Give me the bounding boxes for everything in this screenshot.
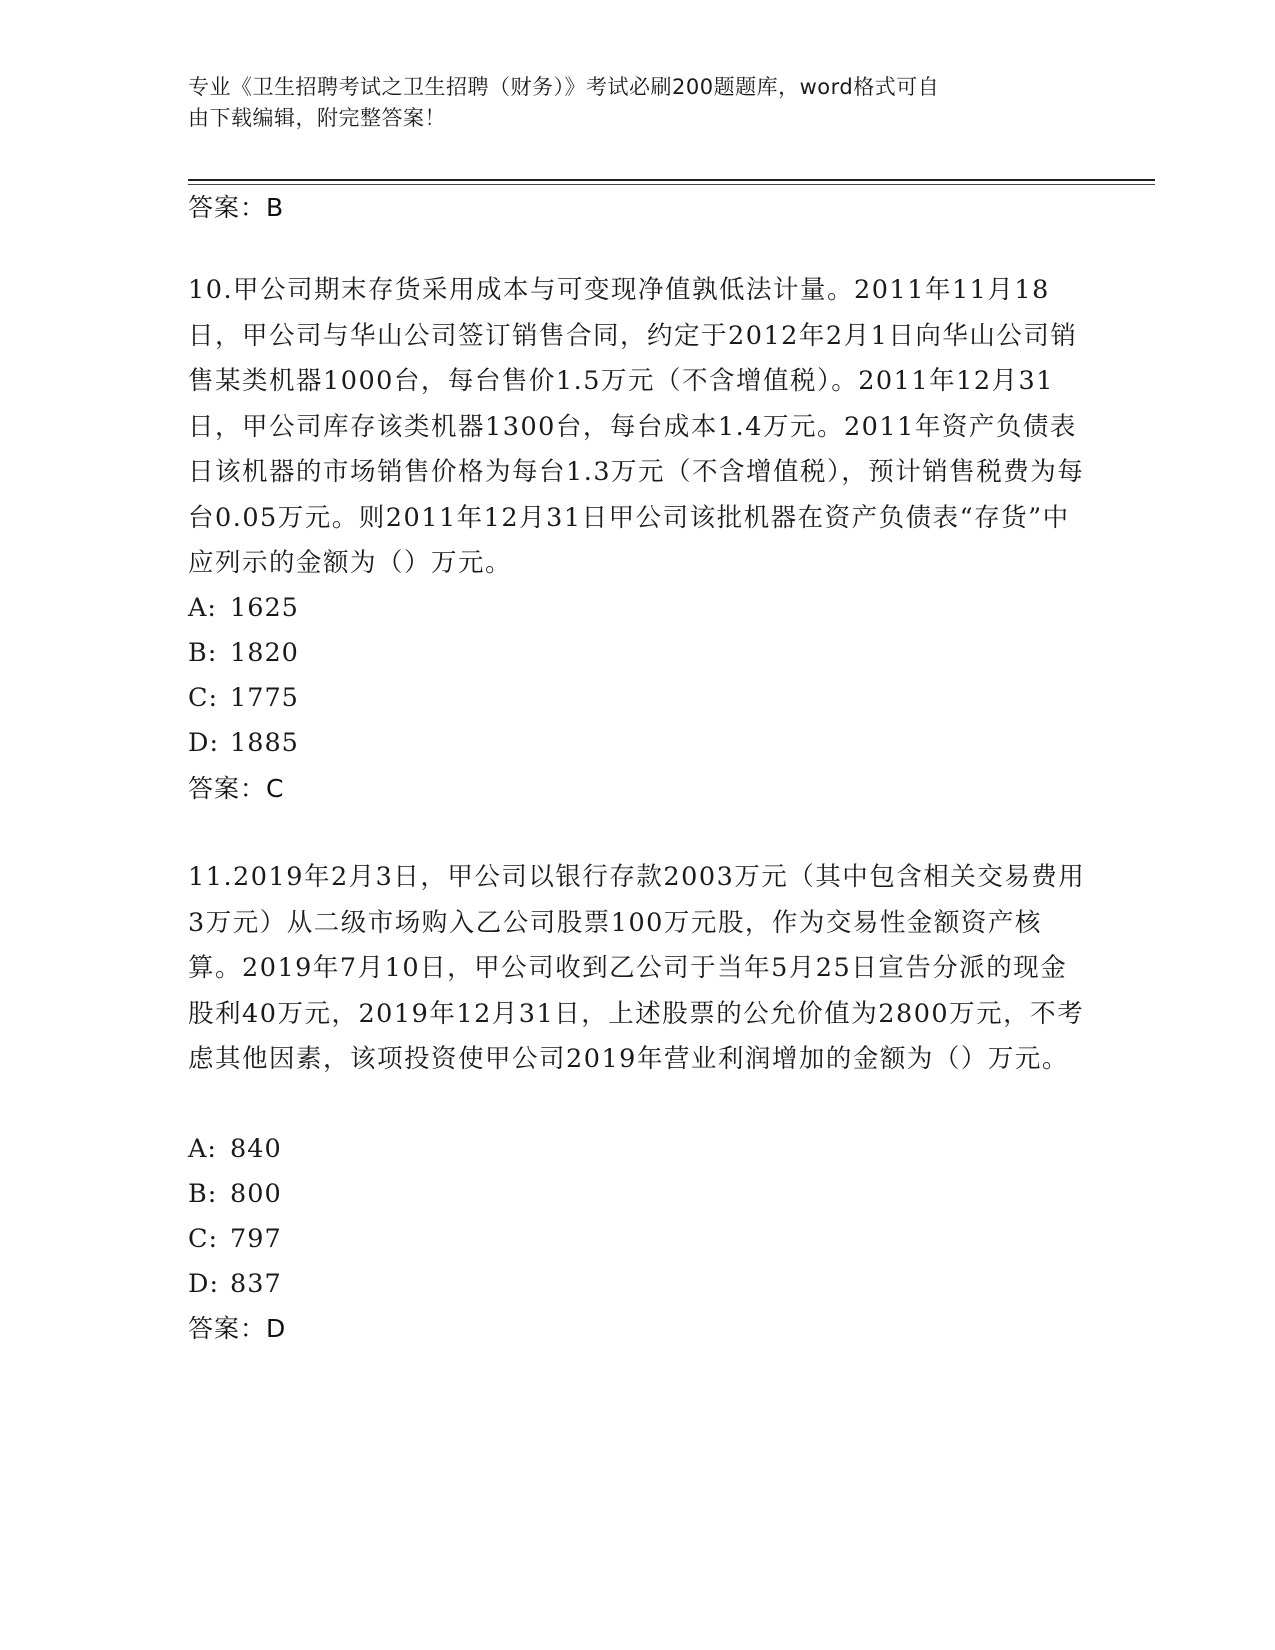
- document-header: [188, 72, 1068, 134]
- option-key: D:: [188, 1269, 220, 1299]
- question-11-text: 11.2019年2月3日，甲公司以银行存款2003万元（其中包含相关交易费用3万元）从二级市场购入乙公司股票100万元股，作为交易性金额资产核算。2019年7月10日，甲公司收到乙公司于当年5月25日宣告分派的现金股利40万元，2019年12月31日，上述股票的公允价值为2800万元，不考虑其他因素，该项投资使甲公司2019年营业利润增加的金额为（）万元。: [188, 862, 1086, 1074]
- question-10-answer: 答案：C: [188, 774, 285, 803]
- question-11-option-a: [188, 1133, 282, 1165]
- option-key: B:: [188, 638, 218, 668]
- option-value: 1820: [230, 638, 299, 668]
- header-divider-thin: [188, 184, 1155, 185]
- option-key: D:: [188, 728, 220, 758]
- header-line-1: 专业《卫生招聘考试之卫生招聘（财务）》考试必刷200题题库，word格式可自: [188, 75, 940, 99]
- option-key: B:: [188, 1179, 218, 1209]
- option-value: 1775: [230, 683, 299, 713]
- option-value: 797: [230, 1224, 282, 1254]
- option-value: 840: [230, 1134, 282, 1164]
- question-11-option-c: [188, 1223, 282, 1255]
- question-11-answer: 答案：D: [188, 1314, 287, 1343]
- question-10-option-d: [188, 727, 299, 759]
- header-line-2: 由下载编辑，附完整答案！: [188, 106, 446, 130]
- question-11-option-d: [188, 1268, 282, 1300]
- option-value: 837: [230, 1269, 282, 1299]
- header-divider-thick: [188, 179, 1155, 181]
- option-key: A:: [188, 593, 218, 623]
- option-value: 800: [230, 1179, 282, 1209]
- option-value: 1625: [230, 593, 299, 623]
- question-10-option-a: [188, 592, 299, 624]
- previous-answer: 答案：B: [188, 193, 285, 222]
- question-10-option-b: [188, 637, 299, 669]
- option-key: A:: [188, 1134, 218, 1164]
- option-value: 1885: [230, 728, 299, 758]
- question-10-option-c: [188, 682, 299, 714]
- question-10-text: 10.甲公司期末存货采用成本与可变现净值孰低法计量。2011年11月18日，甲公司与华山公司签订销售合同，约定于2012年2月1日向华山公司销售某类机器1000台，每台售价1.5万元（不含增值税）。2011年12月31日，甲公司库存该类机器1300台，每台成本1.4万元。2011年资产负债表日该机器的市场销售价格为每台1.3万元（不含增值税），预计销售税费为每台0.05万元。则2011年12月31日甲公司该批机器在资产负债表“存货”中应列示的金额为（）万元。: [188, 275, 1085, 578]
- question-11-option-b: [188, 1178, 282, 1210]
- option-key: C:: [188, 683, 219, 713]
- option-key: C:: [188, 1224, 219, 1254]
